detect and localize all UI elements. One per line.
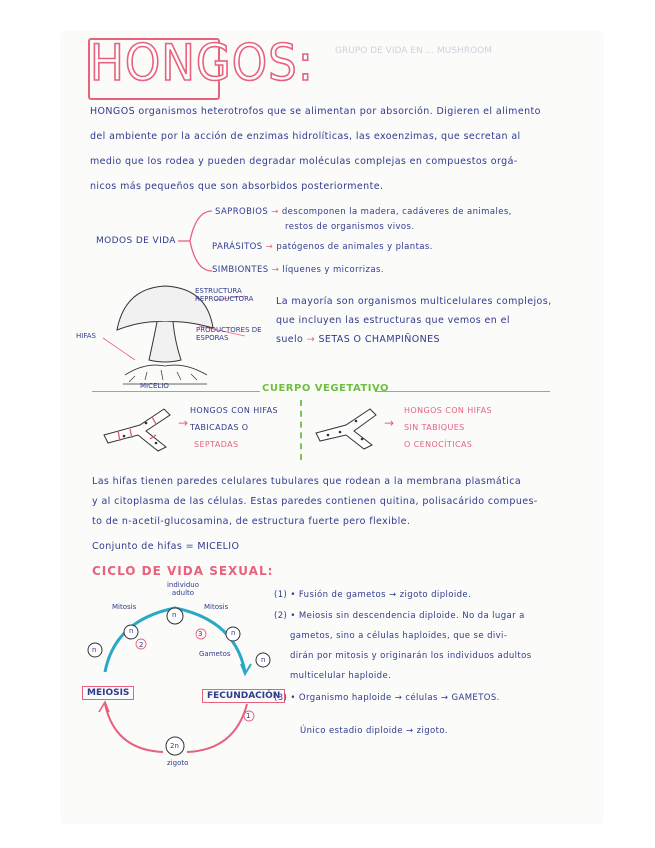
cycle-step-2: 2 [139, 641, 144, 649]
note-2: (2) • Meiosis sin descendencia diploide. No da lugar a [274, 611, 525, 621]
cycle-individuo: individuo adulto [166, 581, 200, 597]
conjunto-line: Conjunto de hifas = MICELIO [92, 541, 240, 552]
multi-line-2: que incluyen las estructuras que vemos en el [276, 315, 510, 326]
life-cycle-diagram [75, 580, 285, 780]
modes-label: MODOS DE VIDA [96, 236, 176, 246]
cycle-meiosis-box: MEIOSIS [82, 686, 134, 700]
cycle-step-3: 3 [198, 630, 203, 638]
section-ciclo-vida: CICLO DE VIDA SEXUAL: [92, 564, 274, 578]
divider-right [375, 391, 550, 392]
walls-line-2: y al citoplasma de las células. Estas paredes contienen quitina, polisacárido compues- [92, 496, 538, 507]
hifas-right-1: HONGOS CON HIFAS [404, 406, 493, 415]
hifas-left-3: SEPTADAS [194, 440, 239, 449]
walls-line-1: Las hifas tienen paredes celulares tubulares que rodean a la membrana plasmática [92, 476, 522, 487]
mode-saprobios-cont: restos de organismos vivos. [285, 222, 415, 232]
cycle-2n: 2n [170, 742, 179, 750]
cycle-fecundacion-box: FECUNDACIÓN [202, 689, 285, 703]
hifas-right-2: SIN TABIQUES [404, 423, 465, 432]
cycle-zigoto: zigoto [167, 759, 189, 767]
intro-line-4: nicos más pequeños que son absorbidos posteriormente. [90, 181, 384, 192]
note-2c: dirán por mitosis y originarán los individuos adultos [290, 651, 532, 661]
multi-line-3: suelo → SETAS O CHAMPIÑONES [276, 334, 440, 345]
hifas-left-1: HONGOS CON HIFAS [190, 406, 279, 415]
multi-line-1: La mayoría son organismos multicelulares complejos, [276, 296, 552, 307]
coenocytic-hypha-drawing [312, 405, 382, 451]
mode-simbiontes: SIMBIONTES → líquenes y micorrizas. [212, 265, 384, 275]
cycle-n-right: n [261, 656, 266, 664]
mode-saprobios: SAPROBIOS → descomponen la madera, cadáveres de animales, [215, 207, 512, 217]
cycle-gametos: Gametos [199, 650, 231, 658]
label-spores: PRODUCTORES DE ESPORAS [196, 326, 262, 342]
intro-line-3: medio que los rodea y pueden degradar moléculas complejas en compuestos orgá- [90, 156, 518, 167]
note-2d: multicelular haploide. [290, 671, 392, 681]
note-3: (3) • Organismo haploide → células → GAMETOS. [274, 693, 500, 703]
arrow-left: → [178, 416, 189, 430]
intro-line-2: del ambiente por la acción de enzimas hidrolíticas, las exoenzimas, que secretan al [90, 131, 521, 142]
faint-header: GRUPO DE VIDA EN ... MUSHROOM [335, 46, 493, 56]
vertical-divider [300, 400, 302, 460]
cycle-n-upper-right: n [231, 629, 236, 637]
hifas-left-2: TABICADAS O [190, 423, 249, 432]
septate-hypha-drawing [100, 405, 175, 453]
arrow-right: → [384, 416, 395, 430]
hifas-right-3: O CENOCÍTICAS [404, 440, 473, 449]
cycle-n-left: n [92, 646, 97, 654]
walls-line-3: to de n-acetil-glucosamina, de estructura fuerte pero flexible. [92, 516, 411, 527]
cycle-mitosis-left: Mitosis [112, 603, 137, 611]
cycle-n-upper-left: n [129, 627, 134, 635]
note-1: (1) • Fusión de gametos → zigoto diploide. [274, 590, 472, 600]
mode-parasitos: PARÁSITOS → patógenos de animales y plantas. [212, 242, 433, 252]
page-title: HONGOS: [90, 34, 314, 92]
intro-line-1: HONGOS organismos heterotrofos que se alimentan por absorción. Digieren el alimento [90, 106, 541, 117]
cycle-step-1: 1 [246, 712, 251, 720]
label-repro: ESTRUCTURA REPRODUCTORA [195, 287, 254, 303]
section-cuerpo-vegetativo: CUERPO VEGETATIVO [262, 383, 390, 394]
note-4: Único estadio diploide → zigoto. [300, 726, 448, 736]
note-2b: gametos, sino a células haploides, que se divi- [290, 631, 508, 641]
label-hifas: HIFAS [76, 332, 96, 340]
label-micelio: MICELIO [140, 382, 169, 390]
divider-left [92, 391, 260, 392]
cycle-mitosis-right: Mitosis [204, 603, 229, 611]
cycle-n-top: n [172, 611, 177, 619]
modes-bracket [176, 205, 216, 277]
